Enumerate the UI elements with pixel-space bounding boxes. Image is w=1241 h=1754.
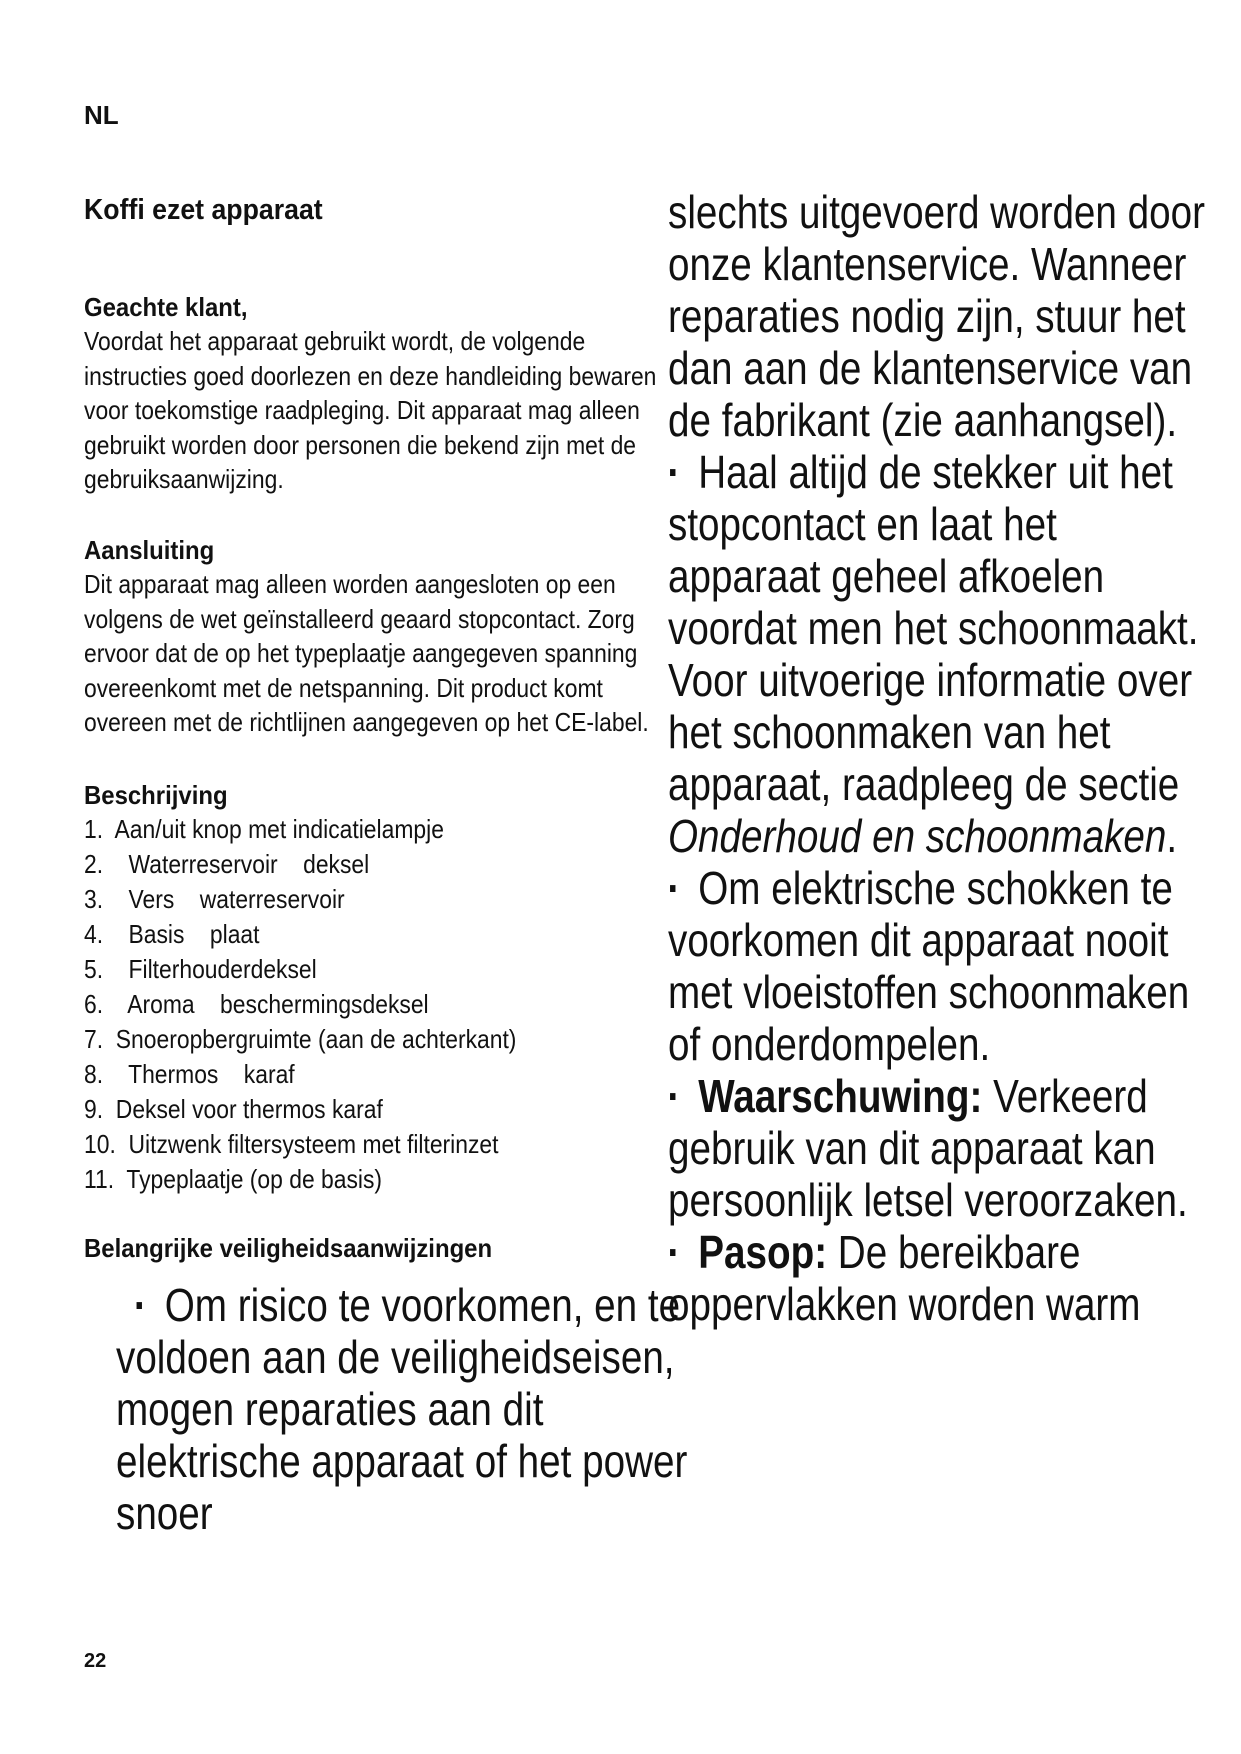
safety-item-2 xyxy=(668,446,1206,862)
list-item: 5. Filterhouderdeksel xyxy=(84,953,317,984)
safety-section xyxy=(84,1231,688,1539)
parts-list xyxy=(84,812,682,1197)
bullet-icon: · xyxy=(667,446,681,498)
list-item: 11. Typeplaatje (op de basis) xyxy=(84,1163,383,1194)
connection-section xyxy=(84,533,664,740)
greeting-section xyxy=(84,290,664,497)
warning-label: Waarschuwing: xyxy=(698,1070,983,1122)
safety-item-4-text: Verkeerd gebruik van dit apparaat kan persoonlijk letsel veroorzaken. xyxy=(668,1070,1188,1226)
language-code: NL xyxy=(84,100,119,130)
left-column xyxy=(84,192,688,1539)
greeting-heading: Geachte klant, xyxy=(84,292,248,322)
list-item: 2. Waterreservoir deksel xyxy=(84,848,370,879)
safety-item-1-start xyxy=(84,1279,756,1539)
list-item: 1. Aan/uit knop met indicatielampje xyxy=(84,813,444,844)
bullet-icon: · xyxy=(133,1278,147,1331)
safety-item-5 xyxy=(668,1226,1206,1330)
list-item: 3. Vers waterreservoir xyxy=(84,883,345,914)
right-column xyxy=(668,186,1208,1330)
caution-label: Pasop: xyxy=(698,1226,828,1278)
list-item: 8. Thermos karaf xyxy=(84,1058,295,1089)
document-title: Koffi ezet apparaat xyxy=(84,194,323,226)
greeting-text: Voordat het apparaat gebruikt wordt, de volgende instructies goed doorlezen en deze handleiding bewaren voor toekomstige raadpleging. Dit apparaat mag alleen gebruikt worden door personen die bekend zijn met de gebruiksaanwijzing. xyxy=(84,326,657,495)
connection-text: Dit apparaat mag alleen worden aangesloten op een volgens de wet geïnstalleerd geaard stopcontact. Zorg ervoor dat de op het typeplaatje aangegeven spanning overeenkomt met de netspanning. Dit product komt overeen met de richtlijnen aangegeven op het CE-label. xyxy=(84,568,649,738)
page-number: 22 xyxy=(84,1650,107,1672)
safety-item-1-text: Om risico te voorkomen, en te voldoen aan de veiligheidseisen, mogen reparaties aan dit elektrische apparaat of het power snoer xyxy=(116,1278,688,1539)
sentence-end: . xyxy=(1166,810,1178,862)
safety-heading: Belangrijke veiligheidsaanwijzingen xyxy=(84,1232,493,1263)
description-heading: Beschrijving xyxy=(84,779,228,810)
list-item: 6. Aroma beschermingsdeksel xyxy=(84,988,429,1019)
list-item: 9. Deksel voor thermos karaf xyxy=(84,1093,383,1124)
safety-item-3 xyxy=(668,862,1206,1070)
bullet-icon: · xyxy=(667,862,681,914)
safety-item-4 xyxy=(668,1070,1206,1226)
connection-heading: Aansluiting xyxy=(84,534,215,565)
safety-item-1-continued: slechts uitgevoerd worden door onze klantenservice. Wanneer reparaties nodig zijn, stuur het dan aan de klantenservice van de fabrikant (zie aanhangsel). xyxy=(668,186,1205,446)
bullet-icon: · xyxy=(667,1226,681,1278)
safety-item-2-text: Haal altijd de stekker uit het stopcontact en laat het apparaat geheel afkoelen voordat men het schoonmaakt. Voor uitvoerige informatie over het schoonmaken van het apparaat, raadpleeg de sectie xyxy=(668,446,1199,810)
safety-item-5-text: De bereikbare oppervlakken worden warm xyxy=(668,1226,1141,1330)
bullet-icon: · xyxy=(667,1070,681,1122)
section-reference: Onderhoud en schoonmaken xyxy=(668,810,1167,862)
description-section xyxy=(84,778,664,1197)
list-item: 7. Snoeropbergruimte (aan de achterkant) xyxy=(84,1023,517,1054)
list-item: 10. Uitzwenk filtersysteem met filterinzet xyxy=(84,1128,499,1159)
list-item: 4. Basis plaat xyxy=(84,918,260,949)
safety-item-3-text: Om elektrische schokken te voorkomen dit apparaat nooit met vloeistoffen schoonmaken of onderdompelen. xyxy=(668,862,1190,1070)
